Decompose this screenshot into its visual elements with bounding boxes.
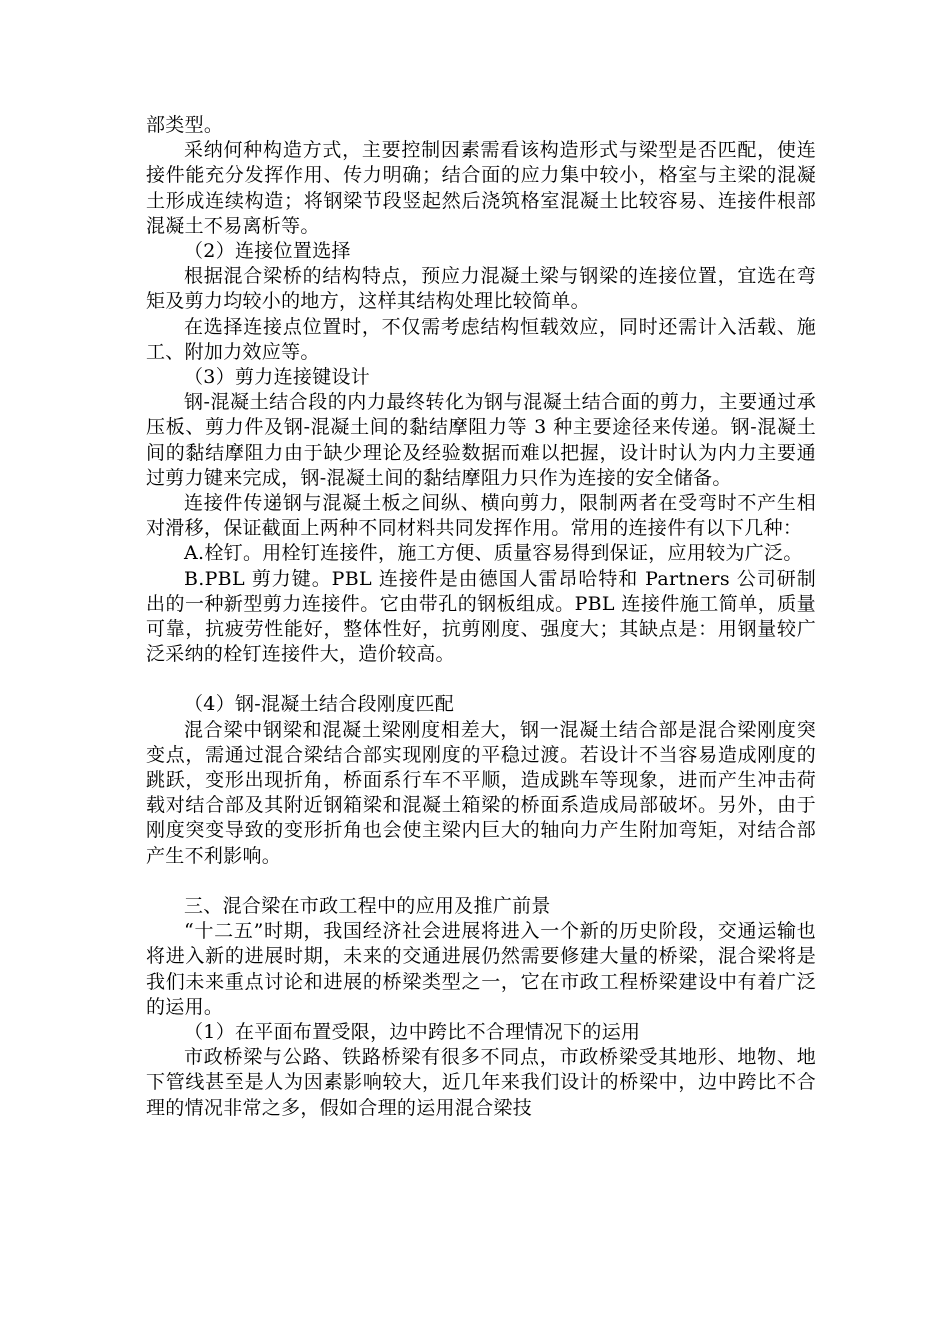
- section-heading: （1）在平面布置受限，边中跨比不合理情况下的运用: [184, 1020, 641, 1043]
- body-paragraph: 市政桥梁与公路、铁路桥梁有很多不同点，市政桥梁受其地形、地物、地下管线甚至是人为因素影响较大，近几年来我们设计的桥梁中，边中跨比不合理的情况非常之多，假如合理的运用混合梁技: [146, 1046, 816, 1119]
- body-paragraph: 连接件传递钢与混凝土板之间纵、横向剪力，限制两者在受弯时不产生相对滑移，保证截面上两种不同材料共同发挥作用。常用的连接件有以下几种：: [146, 492, 816, 540]
- paragraph-gap: [146, 667, 816, 692]
- body-paragraph: 混合梁中钢梁和混凝土梁刚度相差大，钢一混凝土结合部是混合梁刚度突变点，需通过混合梁结合部实现刚度的平稳过渡。若设计不当容易造成刚度的跳跃，变形出现折角，桥面系行车不平顺，造成跳车等现象，进而产生冲击荷载对结合部及其附近钢箱梁和混凝土箱梁的桥面系造成局部破坏。另外，由于刚度突变导致的变形折角也会使主梁内巨大的轴向力产生附加弯矩，对结合部产生不利影响。: [146, 718, 816, 867]
- body-paragraph: 部类型。: [146, 114, 224, 136]
- body-paragraph: “十二五”时期，我国经济社会进展将进入一个新的历史阶段，交通运输也将进入新的进展时期，未来的交通进展仍然需要修建大量的桥梁，混合梁将是我们未来重点讨论和进展的桥梁类型之一，它在市政工程桥梁建设中有着广泛的运用。: [146, 920, 816, 1018]
- body-paragraph: A.栓钉。用栓钉连接件，施工方便、质量容易得到保证，应用较为广泛。: [184, 542, 803, 565]
- body-paragraph: 在选择连接点位置时，不仅需考虑结构恒载效应，同时还需计入活载、施工、附加力效应等。: [146, 315, 816, 363]
- body-paragraph: 采纳何种构造方式，主要控制因素需看该构造形式与梁型是否匹配，使连接件能充分发挥作用、传力明确；结合面的应力集中较小，格室与主梁的混凝土形成连续构造；将钢梁节段竖起然后浇筑格室混凝土比较容易、连接件根部混凝土不易离析等。: [146, 139, 816, 237]
- section-heading: 三、混合梁在市政工程中的应用及推广前景: [184, 894, 551, 917]
- section-heading: （3）剪力连接键设计: [184, 366, 371, 389]
- body-paragraph: B.PBL 剪力键。PBL 连接件是由德国人雷昂哈特和 Partners 公司研制出的一种新型剪力连接件。它由带孔的钢板组成。PBL 连接件施工简单，质量可靠，抗疲劳性能好，整体性好，抗剪刚度、强度大；其缺点是：用钢量较广泛采纳的栓钉连接件大，造价较高。: [146, 567, 816, 666]
- section-heading: （4）钢-混凝土结合段刚度匹配: [184, 693, 455, 716]
- body-paragraph: 钢-混凝土结合段的内力最终转化为钢与混凝土结合面的剪力，主要通过承压板、剪力件及钢-混凝土间的黏结摩阻力等 3 种主要途径来传递。钢-混凝土间的黏结摩阻力由于缺少理论及经验数据而难以把握，设计时认为内力主要通过剪力键来完成，钢-混凝土间的黏结摩阻力只作为连接的安全储备。: [146, 391, 816, 489]
- body-paragraph: 根据混合梁桥的结构特点，预应力混凝土梁与钢梁的连接位置，宜选在弯矩及剪力均较小的地方，这样其结构处理比较简单。: [146, 265, 816, 313]
- document-page: [146, 113, 816, 1121]
- section-heading: （2）连接位置选择: [184, 240, 351, 263]
- paragraph-gap: [146, 869, 816, 894]
